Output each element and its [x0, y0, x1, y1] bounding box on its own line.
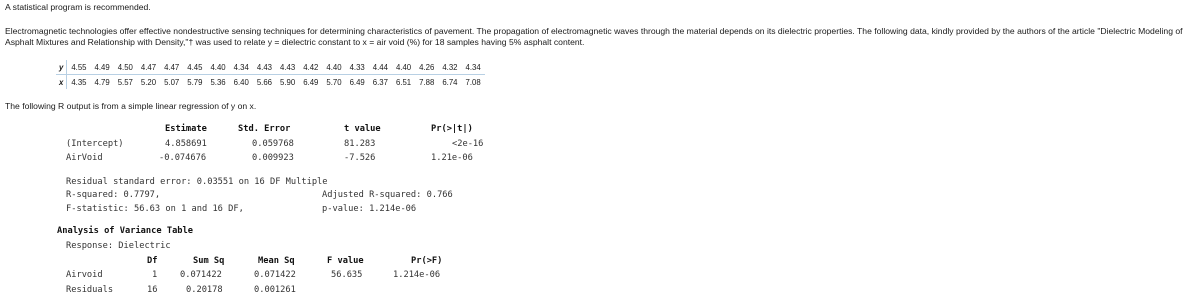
anova-sum-sq: 0.071422	[180, 270, 222, 280]
residual-standard-error: Residual standard error: 0.03551 on 16 DF Multiple	[66, 177, 328, 187]
intro-text: A statistical program is recommended.	[5, 2, 151, 12]
anova-header-p: Pr(>F)	[411, 256, 443, 266]
y-value: 4.47	[160, 60, 183, 75]
x-value: 5.90	[280, 77, 296, 87]
coef-p-value: 1.21e-06	[431, 153, 473, 163]
problem-paragraph: Electromagnetic technologies offer effective nondestructive sensing techniques for determining characteristics of pavement. The propagation of electromagnetic waves through the material depends on its dielectric properties. The following data, kindly provided by the authors of the article "Dielectric Modeling of Asphalt Mixtures and Relationship with Density,"† was used to relate y = dielectric constant to x = air void (%) for 18 samples having 5% asphalt content.	[5, 26, 1183, 47]
anova-sum-sq: 0.20178	[186, 285, 223, 295]
x-value: 6.49	[303, 77, 319, 87]
coef-std-error: 0.059768	[252, 139, 294, 149]
x-value: 7.88	[419, 77, 435, 87]
y-value: 4.40	[322, 60, 345, 75]
anova-df: 1	[152, 270, 158, 280]
x-value: 5.57	[117, 77, 133, 87]
coef-header-std-error: Std. Error	[238, 124, 291, 134]
y-value: 4.44	[369, 60, 392, 75]
anova-title: Analysis of Variance Table	[57, 226, 193, 236]
coef-p-value: <2e-16	[452, 139, 484, 149]
y-value: 4.47	[137, 60, 160, 75]
x-value: 7.08	[465, 77, 481, 87]
coef-estimate: 4.858691	[165, 139, 207, 149]
anova-row-name: Airvoid	[66, 270, 103, 280]
adjusted-r-squared: Adjusted R-squared: 0.766	[322, 190, 453, 200]
y-value: 4.55	[67, 60, 91, 75]
x-value: 6.74	[442, 77, 458, 87]
anova-response: Response: Dielectric	[66, 241, 171, 251]
anova-header-f-value: F value	[327, 256, 364, 266]
x-value: 6.40	[233, 77, 249, 87]
coef-t-value: -7.526	[344, 153, 376, 163]
x-value: 5.36	[210, 77, 226, 87]
y-value: 4.43	[276, 60, 299, 75]
x-value: 5.66	[256, 77, 273, 87]
coef-header-p: Pr(>|t|)	[431, 124, 473, 134]
anova-header-mean-sq: Mean Sq	[258, 256, 295, 266]
y-value: 4.32	[438, 60, 461, 75]
y-value: 4.43	[253, 60, 276, 75]
y-value: 4.50	[114, 60, 137, 75]
coef-std-error: 0.009923	[252, 153, 294, 163]
y-label: y	[56, 60, 67, 75]
anova-header-sum-sq: Sum Sq	[193, 256, 225, 266]
y-value: 4.40	[206, 60, 229, 75]
anova-mean-sq: 0.001261	[254, 285, 296, 295]
x-value: 6.49	[349, 77, 365, 87]
x-value: 4.35	[71, 77, 87, 87]
y-value: 4.42	[299, 60, 322, 75]
x-label: x	[56, 75, 67, 90]
f-statistic: F-statistic: 56.63 on 1 and 16 DF,	[66, 204, 244, 214]
x-value: 5.07	[164, 77, 180, 87]
coef-t-value: 81.283	[344, 139, 376, 149]
x-value: 6.51	[395, 77, 412, 87]
coef-header-t-value: t value	[344, 124, 381, 134]
r-output-intro: The following R output is from a simple linear regression of y on x.	[5, 101, 257, 111]
anova-mean-sq: 0.071422	[254, 270, 296, 280]
anova-row-name: Residuals	[66, 285, 114, 295]
y-value: 4.45	[183, 60, 206, 75]
y-value: 4.26	[415, 60, 438, 75]
coef-row-name: AirVoid	[66, 153, 103, 163]
x-value: 6.37	[372, 77, 388, 87]
y-value: 4.34	[462, 60, 485, 75]
x-row	[56, 75, 485, 90]
anova-df: 16	[147, 285, 158, 295]
y-value: 4.40	[392, 60, 415, 75]
r-squared: R-squared: 0.7797,	[66, 190, 161, 200]
y-row	[56, 60, 485, 75]
anova-p-value: 1.214e-06	[393, 270, 441, 280]
coef-estimate: -0.074676	[159, 153, 207, 163]
coef-header-estimate: Estimate	[165, 124, 207, 134]
anova-f-value: 56.635	[331, 270, 363, 280]
y-value: 4.33	[346, 60, 369, 75]
x-value: 4.79	[94, 77, 110, 87]
model-p-value: p-value: 1.214e-06	[322, 204, 417, 214]
anova-header-df: Df	[147, 256, 158, 266]
x-value: 5.70	[326, 77, 342, 87]
data-table	[56, 60, 485, 89]
y-value: 4.34	[230, 60, 253, 75]
y-value: 4.49	[91, 60, 114, 75]
x-value: 5.79	[187, 77, 203, 87]
x-value: 5.20	[140, 77, 157, 87]
coef-row-name: (Intercept)	[66, 139, 124, 149]
